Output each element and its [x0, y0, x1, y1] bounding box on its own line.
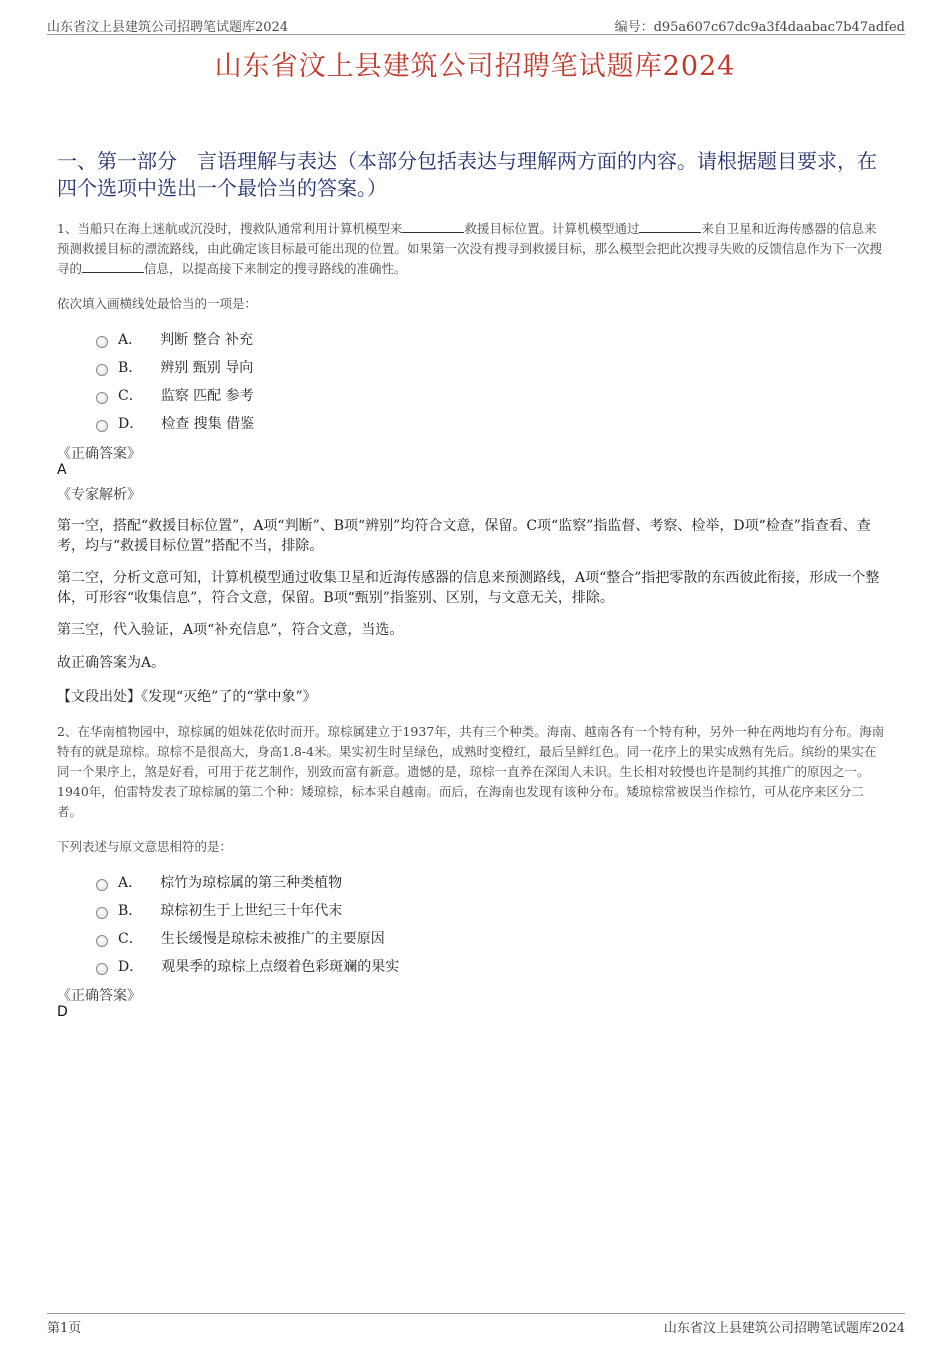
question-1-prompt: 依次填入画横线处最恰当的一项是： — [57, 296, 258, 311]
radio-icon[interactable] — [96, 963, 108, 975]
q1-text-part: 救援目标位置。计算机模型通过 — [464, 221, 640, 236]
option-text: 辨别 甄别 导向 — [160, 360, 254, 376]
radio-icon[interactable] — [96, 907, 108, 919]
q2-option-d[interactable] — [96, 956, 399, 976]
q1-answer: A — [57, 462, 67, 478]
header-doc-id: 编号：d95a607c67dc9a3f4daabac7b47adfed — [614, 20, 905, 35]
fill-blank — [402, 220, 464, 233]
q2-option-a[interactable] — [96, 872, 342, 892]
q1-option-b[interactable] — [96, 357, 253, 377]
radio-icon[interactable] — [96, 935, 108, 947]
option-text: 观果季的琼棕上点缀着色彩斑斓的果实 — [161, 959, 400, 975]
fill-blank — [82, 260, 144, 273]
q1-text-part: 信息，以提高接下来制定的搜寻路线的准确性。 — [144, 261, 407, 276]
option-letter: C． — [118, 388, 143, 404]
q1-option-c[interactable] — [96, 385, 254, 405]
radio-icon[interactable] — [96, 420, 108, 432]
q1-analysis-paragraph: 第二空，分析文意可知，计算机模型通过收集卫星和近海传感器的信息来预测路线，A项“整合”指把零散的东西彼此衔接，形成一个整体，可形容“收集信息”，符合文意，保留。B项“甄别”指鉴别、区别，与文意无关，排除。 — [57, 570, 880, 606]
q1-option-a[interactable] — [96, 329, 253, 349]
question-1-text — [57, 219, 888, 279]
option-letter: A． — [118, 875, 143, 891]
header-doc-title: 山东省汶上县建筑公司招聘笔试题库2024 — [47, 20, 289, 35]
q1-option-d[interactable] — [96, 413, 254, 433]
option-letter: B． — [118, 360, 143, 376]
q1-analysis-paragraph: 故正确答案为A。 — [57, 655, 166, 671]
section-heading: 一、第一部分 言语理解与表达（本部分包括表达与理解两方面的内容。请根据题目要求，在四个选项中选出一个最恰当的答案。） — [57, 149, 877, 200]
radio-icon[interactable] — [96, 364, 108, 376]
q2-option-c[interactable] — [96, 928, 385, 948]
option-letter: B． — [118, 903, 143, 919]
radio-icon[interactable] — [96, 392, 108, 404]
q1-analysis-paragraph: 第一空，搭配“救援目标位置”，A项“判断”、B项“辨别”均符合文意，保留。C项“监察”指监督、考察、检举，D项“检查”指查看、查考，均与“救援目标位置”搭配不当，排除。 — [57, 518, 871, 554]
option-letter: C． — [118, 931, 143, 947]
radio-icon[interactable] — [96, 336, 108, 348]
option-text: 琼棕初生于上世纪三十年代末 — [160, 903, 343, 919]
option-text: 生长缓慢是琼棕未被推广的主要原因 — [160, 931, 385, 947]
page-footer — [47, 1313, 905, 1334]
question-2-text: 2、在华南植物园中，琼棕属的姐妹花依时而开。琼棕属建立于1937年，共有三个种类。海南、越南各有一个特有种，另外一种在两地均有分布。海南特有的就是琼棕。琼棕不是很高大，身高1.8-4米。果实初生时呈绿色，成熟时变橙红，最后呈鲜红色。同一花序上的果实成熟有先后。缤纷的果实在同一个果序上，煞是好看，可用于花艺制作，别致而富有新意。遗憾的是，琼棕一直养在深闺人未识。生长相对较慢也许是制约其推广的原因之一。1940年，伯雷特发表了琼棕属的第二个种：矮琼棕，标本采自越南。而后，在海南也发现有该种分布。矮琼棕常被误当作棕竹，可从花序来区分二者。 — [57, 724, 885, 819]
page-header — [47, 14, 905, 35]
option-text: 判断 整合 补充 — [160, 332, 254, 348]
q1-analysis-label: 《专家解析》 — [57, 487, 141, 503]
question-2-prompt: 下列表述与原文意思相符的是： — [57, 839, 233, 854]
q1-source: 【文段出处】《发现“灭绝”了的“掌中象”》 — [57, 689, 317, 705]
q1-answer-label: 《正确答案》 — [57, 446, 141, 462]
page-number: 第1页 — [47, 1321, 82, 1336]
option-text: 监察 匹配 参考 — [160, 388, 254, 404]
q1-analysis-paragraph: 第三空，代入验证，A项“补充信息”，符合文意，当选。 — [57, 622, 404, 638]
q2-answer-label: 《正确答案》 — [57, 988, 141, 1004]
option-text: 棕竹为琼棕属的第三种类植物 — [160, 875, 343, 891]
q2-answer: D — [57, 1004, 68, 1020]
q2-option-b[interactable] — [96, 900, 342, 920]
q1-text-part: 1、当船只在海上迷航或沉没时，搜救队通常利用计算机模型来 — [57, 221, 403, 236]
q1-text-part: 来自卫星和近海传感器的信息来预测救援目标的漂流路线，由此确定该目标最可能出现的位置。如果第一次没有搜寻到救援目标，那么模型会把此次搜寻失败的反馈信息作为下一次搜寻的 — [57, 221, 883, 276]
option-letter: A． — [118, 332, 143, 348]
page-title: 山东省汶上县建筑公司招聘笔试题库2024 — [214, 51, 736, 82]
fill-blank — [639, 220, 701, 233]
option-letter: D． — [118, 959, 144, 975]
option-text: 检查 搜集 借鉴 — [161, 416, 255, 432]
radio-icon[interactable] — [96, 879, 108, 891]
option-letter: D． — [118, 416, 144, 432]
footer-doc-title: 山东省汶上县建筑公司招聘笔试题库2024 — [663, 1321, 905, 1336]
